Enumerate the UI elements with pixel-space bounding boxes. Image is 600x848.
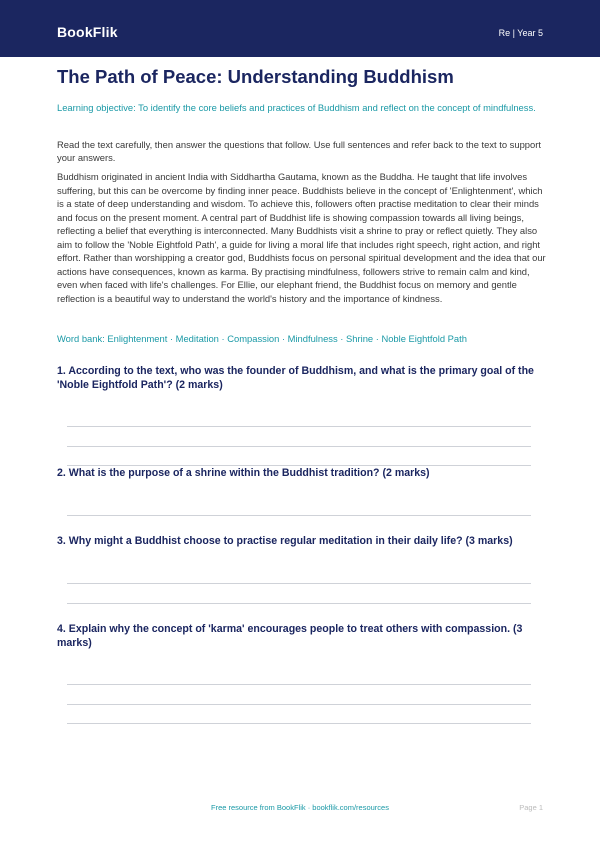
question-1: 1. According to the text, who was the founder of Buddhism, and what is the primary goal of the 'Noble Eightfold Path'? (2 marks) [57,365,534,391]
reading-passage: Buddhism originated in ancient India with Siddhartha Gautama, known as the Buddha. He taught that life involves suffering, but this can be overcome by finding inner peace. Buddhists believe in the concept of 'Enlightenment', which is a state of deep understanding and wisdom. To achieve this, followers often practise meditation to clear their minds and focus on the present moment. A central part of Buddhist life is showing compassion towards all living beings, reflecting a belief that everything is interconnected. Many Buddhists visit a shrine to pray or reflect quietly. They also aim to follow the 'Noble Eightfold Path', a guide for living a moral life that includes right speech, right action, and right effort. Rather than worshipping a creator god, Buddhists focus on personal spiritual development and the idea that our actions have consequences, known as karma. By practising mindfulness, followers strive to remain calm and kind, even when faced with life's challenges. For Ellie, our elephant friend, the Buddhist focus on memory and gentle reflection is a beautiful way to understand the world's history and the importance of kindness. [57,171,546,304]
page-number: Page 1 [519,803,543,812]
brand-logo: BookFlik [57,24,118,40]
answer-line [67,583,531,584]
subject-year-label: Re | Year 5 [498,28,543,38]
question-3: 3. Why might a Buddhist choose to practise regular meditation in their daily life? (3 marks) [57,535,513,547]
answer-line [67,704,531,705]
learning-objective: Learning objective: To identify the core beliefs and practices of Buddhism and reflect on the concept of mindfulness. [57,102,536,113]
question-4: 4. Explain why the concept of 'karma' encourages people to treat others with compassion. (3 marks) [57,623,523,649]
header-bar [0,0,600,57]
answer-line [67,603,531,604]
worksheet-title: The Path of Peace: Understanding Buddhism [57,66,454,87]
answer-line [67,515,531,516]
instructions-text: Read the text carefully, then answer the questions that follow. Use full sentences and refer back to the text to support your answers. [57,139,541,163]
footer-resource-link[interactable]: Free resource from BookFlik · bookflik.com/resources [211,803,389,812]
question-2: 2. What is the purpose of a shrine within the Buddhist tradition? (2 marks) [57,467,430,479]
answer-line [67,426,531,427]
answer-line [67,446,531,447]
word-bank: Word bank: Enlightenment · Meditation · Compassion · Mindfulness · Shrine · Noble Eightfold Path [57,333,467,344]
answer-line [67,684,531,685]
answer-line [67,723,531,724]
